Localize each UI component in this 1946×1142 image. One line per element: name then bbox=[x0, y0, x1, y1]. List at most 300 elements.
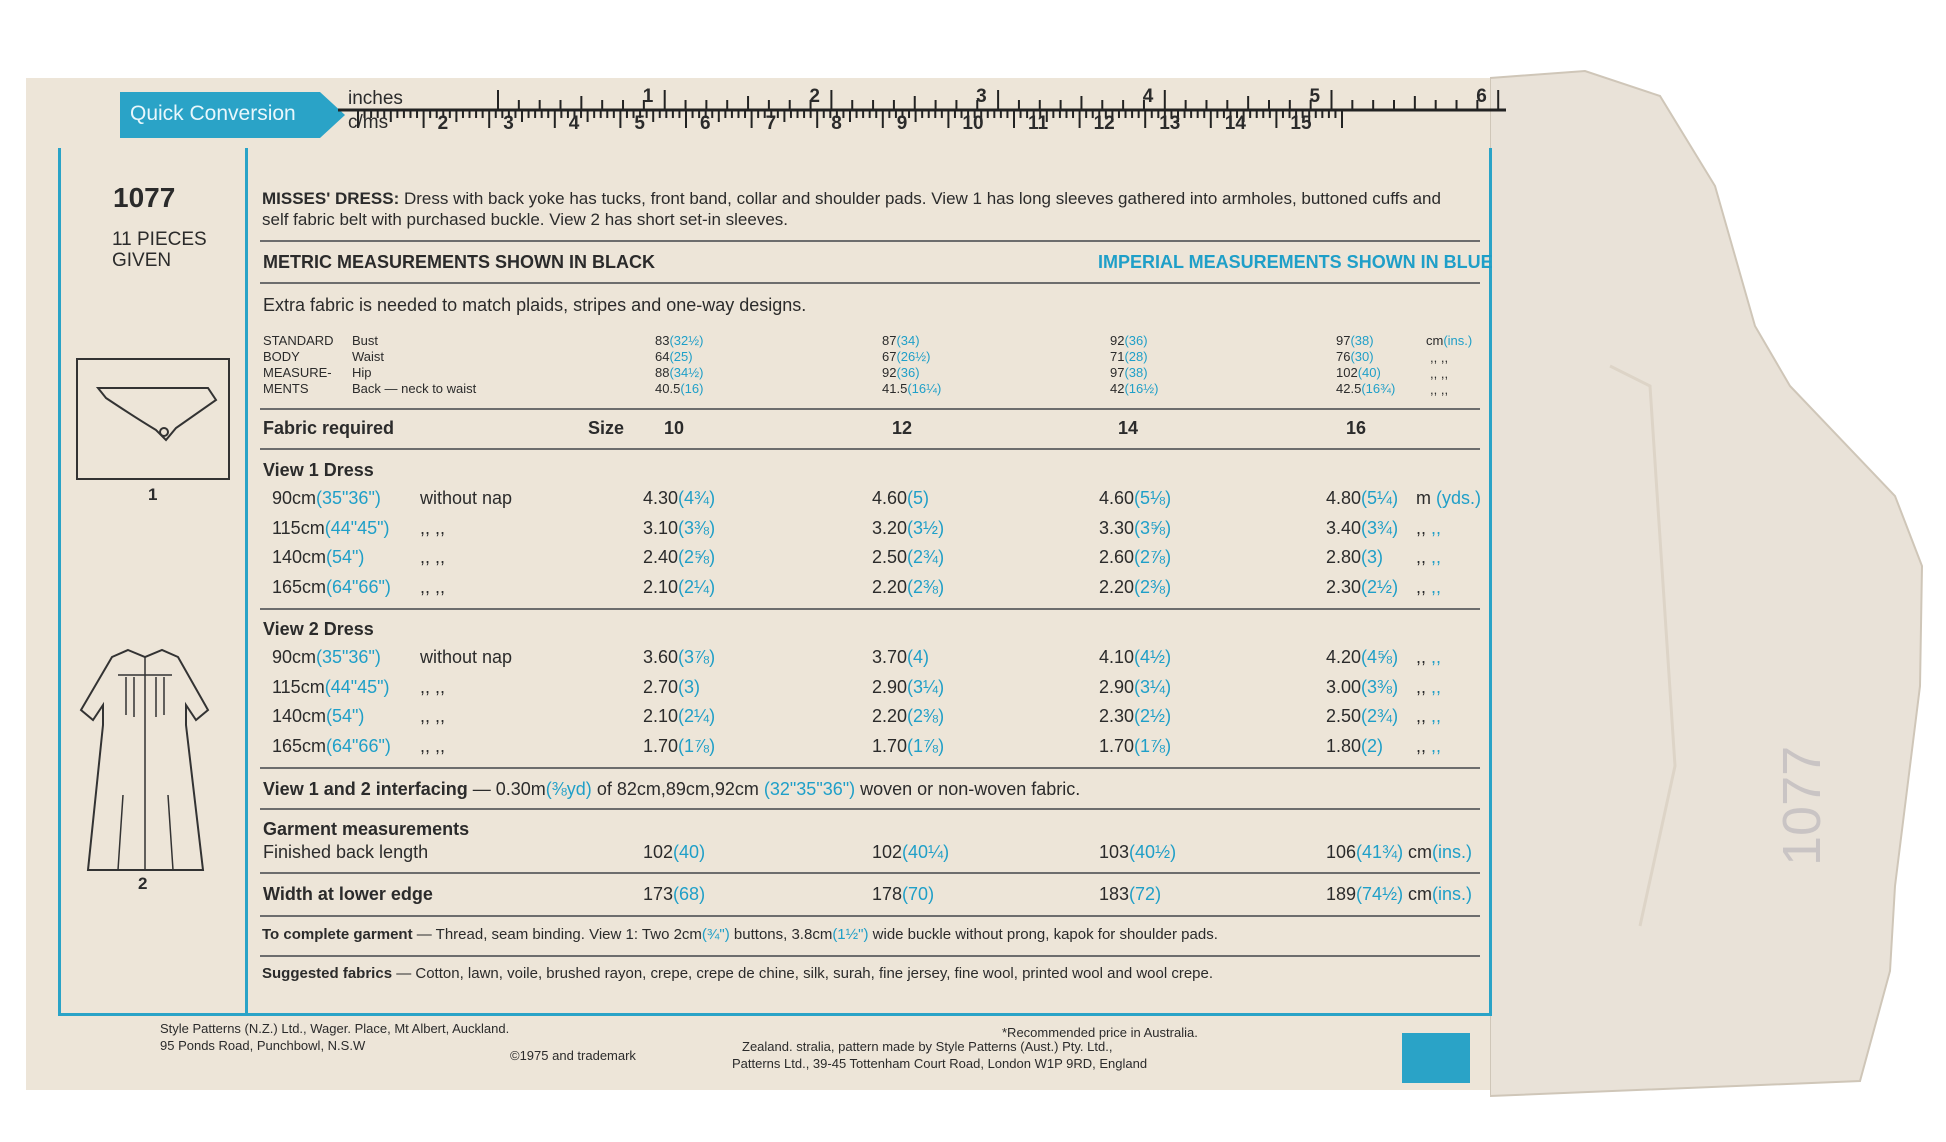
fabric-yardage-cell-metric: 1.70 bbox=[1099, 735, 1135, 756]
fabric-yardage-cell-imperial: (3⅜) bbox=[678, 517, 716, 538]
fabric-width-cm: 140cm bbox=[272, 547, 327, 567]
fabric-yardage-cell bbox=[872, 736, 944, 757]
fabric-yardage-cell-metric: 3.10 bbox=[643, 517, 679, 538]
fabric-yardage-cell-imperial: (3⅝) bbox=[1134, 517, 1172, 538]
body-unit-ditto: ,, ,, bbox=[1430, 366, 1449, 381]
ruler-inch-label: 5 bbox=[1309, 86, 1321, 107]
fabric-unit-imperial: ,, bbox=[1431, 706, 1442, 726]
body-measurement-cell-imperial: (38) bbox=[1350, 333, 1374, 348]
fabric-unit-imperial: (yds.) bbox=[1436, 488, 1481, 508]
back-length-cell bbox=[1099, 842, 1176, 863]
fabric-yardage-cell bbox=[1099, 677, 1171, 698]
fabric-unit-imperial: ,, bbox=[1431, 735, 1442, 756]
imperial-note: IMPERIAL MEASUREMENTS SHOWN IN BLUE bbox=[1098, 252, 1493, 272]
fabric-nap-note: ,, ,, bbox=[420, 676, 446, 697]
ruler-cm-label: 11 bbox=[1028, 113, 1049, 134]
divider bbox=[260, 872, 1480, 874]
divider bbox=[260, 448, 1480, 450]
garment-unit-ins: (ins.) bbox=[1432, 884, 1472, 904]
body-measurement-cell bbox=[655, 365, 703, 380]
fabric-yardage-cell bbox=[1099, 488, 1171, 509]
body-measurement-cell bbox=[882, 333, 920, 348]
body-unit-ditto: ,, ,, bbox=[1430, 350, 1449, 365]
footer-price-note: *Recommended price in Australia. bbox=[1002, 1025, 1198, 1040]
fabric-yardage-cell-imperial: (3) bbox=[678, 676, 701, 697]
body-measurement-cell bbox=[1336, 333, 1374, 348]
fabric-yardage-cell-metric: 2.20 bbox=[872, 706, 908, 726]
fabric-yardage-cell-metric: 1.70 bbox=[643, 735, 679, 756]
view1-collar-illustration bbox=[76, 358, 230, 480]
body-measurement-cell-metric: 92 bbox=[882, 365, 897, 380]
body-unit bbox=[1426, 333, 1472, 349]
divider bbox=[260, 767, 1480, 769]
fabric-yardage-cell bbox=[1326, 547, 1383, 568]
description-line1 bbox=[262, 188, 1441, 209]
fabric-width-in: (64"66") bbox=[326, 576, 391, 597]
fabric-yardage-cell-metric: 4.10 bbox=[1099, 647, 1135, 667]
divider bbox=[260, 408, 1480, 410]
ruler-inch-label: 6 bbox=[1476, 86, 1487, 107]
body-measurement-cell-imperial: (34½) bbox=[669, 365, 704, 380]
body-measurement-cell-imperial: (16) bbox=[680, 381, 704, 396]
fabric-yardage-cell bbox=[643, 706, 715, 727]
fabric-yardage-cell-imperial: (4½) bbox=[1134, 647, 1172, 667]
fabric-width-cm: 115cm bbox=[272, 676, 325, 697]
suggested-fabrics-line bbox=[262, 965, 1213, 982]
body-label-line: MEASURE- bbox=[263, 365, 332, 380]
fabric-yardage-cell-metric: 4.60 bbox=[872, 488, 908, 508]
lower-edge-width-cell-metric: 173 bbox=[643, 884, 674, 904]
fabric-width-in: (54") bbox=[326, 547, 365, 567]
fabric-yardage-cell bbox=[643, 547, 715, 568]
fabric-unit bbox=[1416, 577, 1441, 598]
ruler-cm-label: 3 bbox=[503, 113, 514, 134]
divider bbox=[260, 915, 1480, 917]
waist-label: Waist bbox=[352, 349, 385, 364]
fabric-unit-metric: ,, bbox=[1416, 706, 1432, 726]
bust-label: Bust bbox=[352, 333, 379, 348]
fabric-yardage-cell bbox=[872, 547, 944, 568]
fabric-yardage-cell-metric: 2.90 bbox=[1099, 676, 1135, 697]
fabric-yardage-cell-imperial: (1⅞) bbox=[907, 735, 945, 756]
fabric-yardage-cell-imperial: (2⅞) bbox=[1134, 547, 1172, 567]
fabric-unit-imperial: ,, bbox=[1431, 576, 1442, 597]
lower-edge-width-cell-imperial: (72) bbox=[1129, 884, 1162, 904]
fabric-unit-imperial: ,, bbox=[1431, 676, 1442, 697]
fabric-yardage-cell-imperial: (3) bbox=[1361, 547, 1384, 567]
fabric-yardage-cell bbox=[1099, 547, 1171, 568]
fabric-yardage-cell-metric: 3.00 bbox=[1326, 676, 1362, 697]
back-length-cell-metric: 103 bbox=[1099, 842, 1130, 862]
body-label-line: BODY bbox=[263, 349, 300, 364]
body-measurements-label bbox=[263, 333, 334, 397]
to-complete-in2: (1½") bbox=[832, 926, 869, 943]
fabric-yardage-cell-metric: 4.80 bbox=[1326, 488, 1362, 508]
fabric-yardage-cell-imperial: (2) bbox=[1361, 735, 1384, 756]
width-lower-edge-label: Width at lower edge bbox=[263, 884, 433, 904]
ruler-cm-label: 5 bbox=[634, 113, 645, 134]
fabric-yardage-cell-imperial: (3⅞) bbox=[678, 647, 716, 667]
back-length-row-label: Finished back length bbox=[263, 842, 429, 862]
extra-fabric-note: Extra fabric is needed to match plaids, stripes and one-way designs. bbox=[263, 295, 807, 315]
to-complete-text3: wide buckle without prong, kapok for shoulder pads. bbox=[872, 926, 1218, 943]
fabric-width-label bbox=[272, 488, 381, 509]
body-measurement-cell bbox=[655, 381, 703, 396]
to-complete-text1: — Thread, seam binding. View 1: Two 2cm bbox=[416, 926, 702, 943]
hip-label: Hip bbox=[352, 365, 372, 380]
body-measurement-cell-metric: 102 bbox=[1336, 365, 1358, 380]
ruler-cm-label: 9 bbox=[896, 113, 908, 134]
quick-conversion-label: Quick Conversion bbox=[130, 102, 296, 125]
fabric-yardage-cell-imperial: (1⅞) bbox=[1134, 735, 1172, 756]
pattern-number: 1077 bbox=[113, 182, 176, 213]
body-measurement-cell-imperial: (16½) bbox=[1124, 381, 1159, 396]
lower-edge-width-cell bbox=[1099, 884, 1161, 905]
fabric-yardage-cell bbox=[1099, 736, 1171, 757]
fabric-yardage-cell-imperial: (2⅜) bbox=[1134, 576, 1172, 597]
footer-nz-address: Style Patterns (N.Z.) Ltd., Wager. Place, Mt Albert, Auckland. bbox=[160, 1021, 510, 1036]
fabric-width-label bbox=[272, 647, 381, 668]
fabric-unit-metric: ,, bbox=[1416, 547, 1432, 567]
fabric-unit-metric: ,, bbox=[1416, 517, 1432, 538]
fabric-yardage-cell bbox=[872, 577, 944, 598]
fabric-yardage-cell-imperial: (5¼) bbox=[1361, 488, 1399, 508]
lower-edge-width-cell bbox=[872, 884, 934, 905]
description-line2: self fabric belt with purchased buckle. View 2 has short set-in sleeves. bbox=[262, 210, 789, 229]
fabric-yardage-cell-metric: 3.40 bbox=[1326, 517, 1362, 538]
view1-title: View 1 Dress bbox=[263, 460, 374, 480]
ruler-cm-label: 12 bbox=[1093, 113, 1115, 134]
body-measurement-cell-metric: 42 bbox=[1110, 381, 1125, 396]
body-measurement-cell-imperial: (28) bbox=[1124, 349, 1148, 364]
fabric-yardage-cell-metric: 1.80 bbox=[1326, 735, 1362, 756]
lower-edge-width-cell-metric: 178 bbox=[872, 884, 903, 904]
fabric-yardage-cell-imperial: (2¼) bbox=[678, 706, 716, 726]
fabric-width-in: (35"36") bbox=[316, 647, 381, 667]
back-length-label: Back — neck to waist bbox=[352, 381, 477, 396]
fabric-yardage-cell-imperial: (2½) bbox=[1361, 576, 1399, 597]
ruler-cm-label: 6 bbox=[700, 113, 711, 134]
footer-maker: Zealand. stralia, pattern made by Style Patterns (Aust.) Pty. Ltd., bbox=[742, 1039, 1113, 1054]
back-length-cell-imperial: (40½) bbox=[1129, 842, 1177, 862]
fabric-yardage-cell-metric: 3.70 bbox=[872, 647, 908, 667]
fabric-yardage-cell-metric: 2.50 bbox=[1326, 706, 1362, 726]
fabric-width-in: (35"36") bbox=[316, 488, 381, 508]
fabric-yardage-cell-metric: 2.30 bbox=[1326, 576, 1362, 597]
fabric-yardage-cell-metric: 3.20 bbox=[872, 517, 908, 538]
interfacing-type: woven or non-woven fabric. bbox=[860, 779, 1081, 799]
fabric-yardage-cell bbox=[1099, 706, 1171, 727]
fabric-width-in: (64"66") bbox=[326, 735, 391, 756]
lower-edge-width-cell bbox=[1326, 884, 1403, 905]
fabric-yardage-cell-metric: 2.20 bbox=[872, 576, 908, 597]
fabric-yardage-cell bbox=[1326, 518, 1398, 539]
fabric-yardage-cell bbox=[872, 488, 929, 509]
fabric-nap-note: ,, ,, bbox=[420, 706, 446, 726]
body-measurement-cell-metric: 64 bbox=[655, 349, 670, 364]
ruler-cm-label: 8 bbox=[831, 113, 842, 134]
body-measurement-names bbox=[352, 333, 476, 397]
ruler-inch-label: 1 bbox=[642, 86, 654, 107]
interfacing-label: View 1 and 2 interfacing bbox=[263, 779, 468, 799]
fabric-yardage-cell-imperial: (1⅞) bbox=[678, 735, 716, 756]
body-measurement-cell-imperial: (36) bbox=[896, 365, 920, 380]
body-measurement-cell-imperial: (25) bbox=[669, 349, 693, 364]
fabric-nap-note: without nap bbox=[420, 488, 513, 508]
body-measurement-cell-metric: 97 bbox=[1336, 333, 1351, 348]
fabric-yardage-cell bbox=[872, 518, 944, 539]
metric-note: METRIC MEASUREMENTS SHOWN IN BLACK bbox=[263, 252, 655, 272]
body-measurement-cell bbox=[1336, 381, 1395, 396]
ruler-cms-label: c/ms bbox=[348, 112, 389, 133]
fabric-yardage-cell-imperial: (3⅜) bbox=[1361, 676, 1399, 697]
fabric-yardage-cell bbox=[872, 706, 944, 727]
fabric-yardage-cell-imperial: (5⅛) bbox=[1134, 488, 1172, 508]
back-length-cell bbox=[643, 842, 705, 863]
ruler-cm-label: 14 bbox=[1224, 113, 1246, 134]
view2-label: 2 bbox=[138, 874, 148, 893]
size-10: 10 bbox=[664, 418, 685, 438]
fabric-yardage-cell-metric: 3.60 bbox=[643, 647, 679, 667]
fabric-yardage-cell bbox=[1326, 736, 1383, 757]
fabric-yardage-cell-metric: 2.80 bbox=[1326, 547, 1362, 567]
fabric-width-cm: 90cm bbox=[272, 488, 317, 508]
fabric-yardage-cell-metric: 2.90 bbox=[872, 676, 908, 697]
body-label-line: STANDARD bbox=[263, 333, 334, 348]
fabric-nap-note: without nap bbox=[420, 647, 513, 667]
fabric-nap-note: ,, ,, bbox=[420, 576, 446, 597]
fabric-yardage-cell-imperial: (2⅝) bbox=[678, 547, 716, 567]
garment-measurements-title: Garment measurements bbox=[263, 819, 470, 839]
interfacing-widths-cm: of 82cm,89cm,92cm bbox=[596, 779, 759, 799]
fabric-yardage-cell-imperial: (2¼) bbox=[678, 576, 716, 597]
fabric-yardage-cell-metric: 2.20 bbox=[1099, 576, 1135, 597]
fabric-yardage-cell-metric: 4.20 bbox=[1326, 647, 1362, 667]
flap-text: 1077 bbox=[1772, 745, 1832, 866]
fabric-unit bbox=[1416, 706, 1441, 727]
body-measurement-cell bbox=[1110, 349, 1148, 364]
back-length-cell bbox=[1326, 842, 1403, 863]
fabric-width-label bbox=[272, 518, 390, 539]
fabric-unit bbox=[1416, 647, 1441, 668]
fabric-yardage-cell-imperial: (2¾) bbox=[1361, 706, 1399, 726]
interfacing-line bbox=[263, 779, 1080, 800]
fabric-nap-note: ,, ,, bbox=[420, 517, 446, 538]
fabric-yardage-cell bbox=[872, 647, 929, 668]
view1-label: 1 bbox=[148, 485, 158, 504]
fabric-yardage-cell-imperial: (4⅝) bbox=[1361, 647, 1399, 667]
suggested-fabrics-label: Suggested fabrics bbox=[262, 965, 393, 982]
price-box bbox=[1402, 1033, 1470, 1083]
interfacing-amount: — 0.30m bbox=[472, 779, 546, 799]
view2-title: View 2 Dress bbox=[263, 619, 374, 639]
body-measurement-cell-imperial: (26½) bbox=[896, 349, 931, 364]
fabric-width-cm: 90cm bbox=[272, 647, 317, 667]
fabric-yardage-cell-metric: 2.30 bbox=[1099, 706, 1135, 726]
size-label: Size bbox=[588, 418, 625, 438]
body-measurement-cell-metric: 42.5 bbox=[1336, 381, 1362, 396]
fabric-unit-metric: m bbox=[1416, 488, 1436, 508]
fabric-unit bbox=[1416, 488, 1481, 509]
divider bbox=[260, 608, 1480, 610]
fabric-yardage-cell-metric: 2.50 bbox=[872, 547, 908, 567]
fabric-width-label bbox=[272, 547, 364, 568]
body-measurement-cell-metric: 87 bbox=[882, 333, 897, 348]
fabric-yardage-cell bbox=[643, 577, 715, 598]
back-length-cell-imperial: (41¾) bbox=[1356, 842, 1404, 862]
unit-ins: (ins.) bbox=[1443, 333, 1473, 348]
fabric-required-label: Fabric required bbox=[263, 418, 395, 438]
lower-edge-width-cell-metric: 189 bbox=[1326, 884, 1357, 904]
unit-cm: cm bbox=[1426, 333, 1444, 348]
fabric-width-cm: 140cm bbox=[272, 706, 327, 726]
fabric-width-cm: 165cm bbox=[272, 735, 327, 756]
fabric-yardage-cell bbox=[643, 736, 715, 757]
description-title: MISSES' DRESS: bbox=[262, 189, 400, 208]
footer-uk-address: Patterns Ltd., 39-45 Tottenham Court Road, London W1P 9RD, England bbox=[732, 1056, 1148, 1071]
body-measurement-cell-metric: 76 bbox=[1336, 349, 1351, 364]
fabric-width-in: (44"45") bbox=[324, 517, 390, 538]
fabric-yardage-cell-imperial: (3¾) bbox=[1361, 517, 1399, 538]
ruler-inches-label: inches bbox=[348, 88, 403, 109]
fabric-yardage-cell bbox=[643, 677, 700, 698]
fabric-yardage-cell-metric: 2.60 bbox=[1099, 547, 1135, 567]
body-measurement-cell bbox=[882, 381, 941, 396]
body-measurement-cell-imperial: (36) bbox=[1124, 333, 1148, 348]
fabric-width-label bbox=[272, 736, 391, 757]
divider bbox=[260, 955, 1480, 957]
body-measurement-cell-metric: 83 bbox=[655, 333, 670, 348]
lower-edge-width-cell-imperial: (68) bbox=[673, 884, 706, 904]
fabric-yardage-cell-imperial: (3¼) bbox=[907, 676, 945, 697]
to-complete-label: To complete garment bbox=[262, 926, 413, 943]
body-measurement-cell bbox=[1110, 365, 1148, 380]
fabric-nap-note: ,, ,, bbox=[420, 735, 446, 756]
fabric-yardage-cell bbox=[1326, 647, 1398, 668]
fabric-yardage-cell-imperial: (3½) bbox=[907, 517, 945, 538]
size-16: 16 bbox=[1346, 418, 1367, 438]
ruler-inch-label: 4 bbox=[1142, 86, 1154, 107]
footer-copyright: ©1975 and trademark bbox=[510, 1048, 636, 1063]
body-measurement-cell-imperial: (34) bbox=[896, 333, 920, 348]
pieces-given: GIVEN bbox=[112, 250, 172, 271]
body-measurement-cell-metric: 71 bbox=[1110, 349, 1125, 364]
back-length-cell-metric: 102 bbox=[643, 842, 674, 862]
fabric-unit-imperial: ,, bbox=[1431, 547, 1442, 567]
body-measurement-cell bbox=[882, 349, 930, 364]
size-14: 14 bbox=[1118, 418, 1139, 438]
body-measurement-cell-imperial: (16¼) bbox=[907, 381, 942, 396]
lower-edge-width-cell-metric: 183 bbox=[1099, 884, 1130, 904]
body-measurement-cell-metric: 67 bbox=[882, 349, 897, 364]
back-length-cell-imperial: (40¼) bbox=[902, 842, 950, 862]
body-measurement-cell bbox=[1336, 349, 1374, 364]
lower-edge-width-cell bbox=[643, 884, 705, 905]
fabric-unit bbox=[1416, 518, 1441, 539]
fabric-yardage-cell bbox=[643, 647, 715, 668]
ruler-inch-label: 3 bbox=[976, 86, 987, 107]
body-unit-ditto: ,, ,, bbox=[1430, 382, 1449, 397]
fabric-yardage-cell bbox=[643, 488, 715, 509]
ruler-cm-label: 4 bbox=[568, 113, 580, 134]
interfacing-amount-yd: (⅜yd) bbox=[545, 779, 592, 799]
fabric-unit-metric: ,, bbox=[1416, 647, 1432, 667]
pieces-count: 11 PIECES bbox=[112, 229, 207, 250]
fabric-yardage-cell-metric: 4.30 bbox=[643, 488, 679, 508]
body-measurement-cell-imperial: (40) bbox=[1357, 365, 1381, 380]
body-measurement-cell bbox=[655, 349, 693, 364]
body-measurement-cell bbox=[655, 333, 703, 348]
fabric-width-in: (54") bbox=[326, 706, 365, 726]
ruler-cm-label: 15 bbox=[1290, 113, 1312, 134]
fabric-yardage-cell-metric: 2.40 bbox=[643, 547, 679, 567]
garment-unit bbox=[1408, 884, 1472, 905]
fabric-yardage-cell-imperial: (4) bbox=[907, 647, 930, 667]
fabric-unit-imperial: ,, bbox=[1431, 647, 1442, 667]
interfacing-widths-in: (32"35"36") bbox=[763, 779, 856, 799]
divider bbox=[260, 808, 1480, 810]
body-measurement-cell-metric: 40.5 bbox=[655, 381, 681, 396]
fabric-unit-metric: ,, bbox=[1416, 676, 1432, 697]
fabric-yardage-cell-imperial: (5) bbox=[907, 488, 930, 508]
body-measurement-cell bbox=[1336, 365, 1381, 380]
fabric-yardage-cell-imperial: (3¼) bbox=[1134, 676, 1172, 697]
divider bbox=[260, 240, 1480, 242]
fabric-yardage-cell-metric: 4.60 bbox=[1099, 488, 1135, 508]
fabric-yardage-cell bbox=[1099, 577, 1171, 598]
body-measurement-cell-metric: 41.5 bbox=[882, 381, 908, 396]
back-length-cell-metric: 102 bbox=[872, 842, 903, 862]
ruler-cm-label: 7 bbox=[765, 113, 777, 134]
fabric-yardage-cell bbox=[872, 677, 944, 698]
ruler-inch-label: 2 bbox=[809, 86, 820, 107]
to-complete-line bbox=[262, 926, 1218, 943]
envelope-flap bbox=[1490, 66, 1930, 1106]
fabric-width-label bbox=[272, 577, 391, 598]
fabric-width-cm: 115cm bbox=[272, 517, 325, 538]
body-measurement-cell-imperial: (30) bbox=[1350, 349, 1374, 364]
fabric-yardage-cell-metric: 2.70 bbox=[643, 676, 679, 697]
body-label-line: MENTS bbox=[263, 381, 309, 396]
fabric-yardage-cell-imperial: (4¾) bbox=[678, 488, 716, 508]
fabric-yardage-cell-metric: 3.30 bbox=[1099, 517, 1135, 538]
fabric-unit bbox=[1416, 547, 1441, 568]
fabric-width-label bbox=[272, 706, 364, 727]
description-text1: Dress with back yoke has tucks, front band, collar and shoulder pads. View 1 has long sleeves gathered into armholes, buttoned cuffs and bbox=[403, 189, 1441, 208]
to-complete-in1: (¾") bbox=[701, 926, 730, 943]
fabric-yardage-cell bbox=[1099, 647, 1171, 668]
fabric-nap-note: ,, ,, bbox=[420, 547, 446, 567]
fabric-yardage-cell-imperial: (2⅜) bbox=[907, 576, 945, 597]
fabric-unit-imperial: ,, bbox=[1431, 517, 1442, 538]
fabric-width-in: (44"45") bbox=[324, 676, 390, 697]
to-complete-text2: buttons, 3.8cm bbox=[733, 926, 833, 943]
body-measurement-cell bbox=[1110, 333, 1148, 348]
body-measurement-cell-imperial: (16¾) bbox=[1361, 381, 1396, 396]
ruler-cm-label: 10 bbox=[962, 113, 984, 134]
left-column bbox=[58, 148, 248, 1016]
back-length-cell bbox=[872, 842, 949, 863]
fabric-unit bbox=[1416, 736, 1441, 757]
fabric-yardage-cell bbox=[1326, 577, 1398, 598]
divider bbox=[260, 282, 1480, 284]
suggested-fabrics-text: — Cotton, lawn, voile, brushed rayon, crepe, crepe de chine, silk, surah, fine jersey, fine wool, printed wool and wool crepe. bbox=[396, 965, 1214, 982]
fabric-yardage-cell bbox=[1326, 706, 1398, 727]
lower-edge-width-cell-imperial: (74½) bbox=[1356, 884, 1404, 904]
body-measurement-cell-metric: 97 bbox=[1110, 365, 1125, 380]
ruler-cm-label: 2 bbox=[437, 113, 449, 134]
garment-unit bbox=[1408, 842, 1472, 863]
